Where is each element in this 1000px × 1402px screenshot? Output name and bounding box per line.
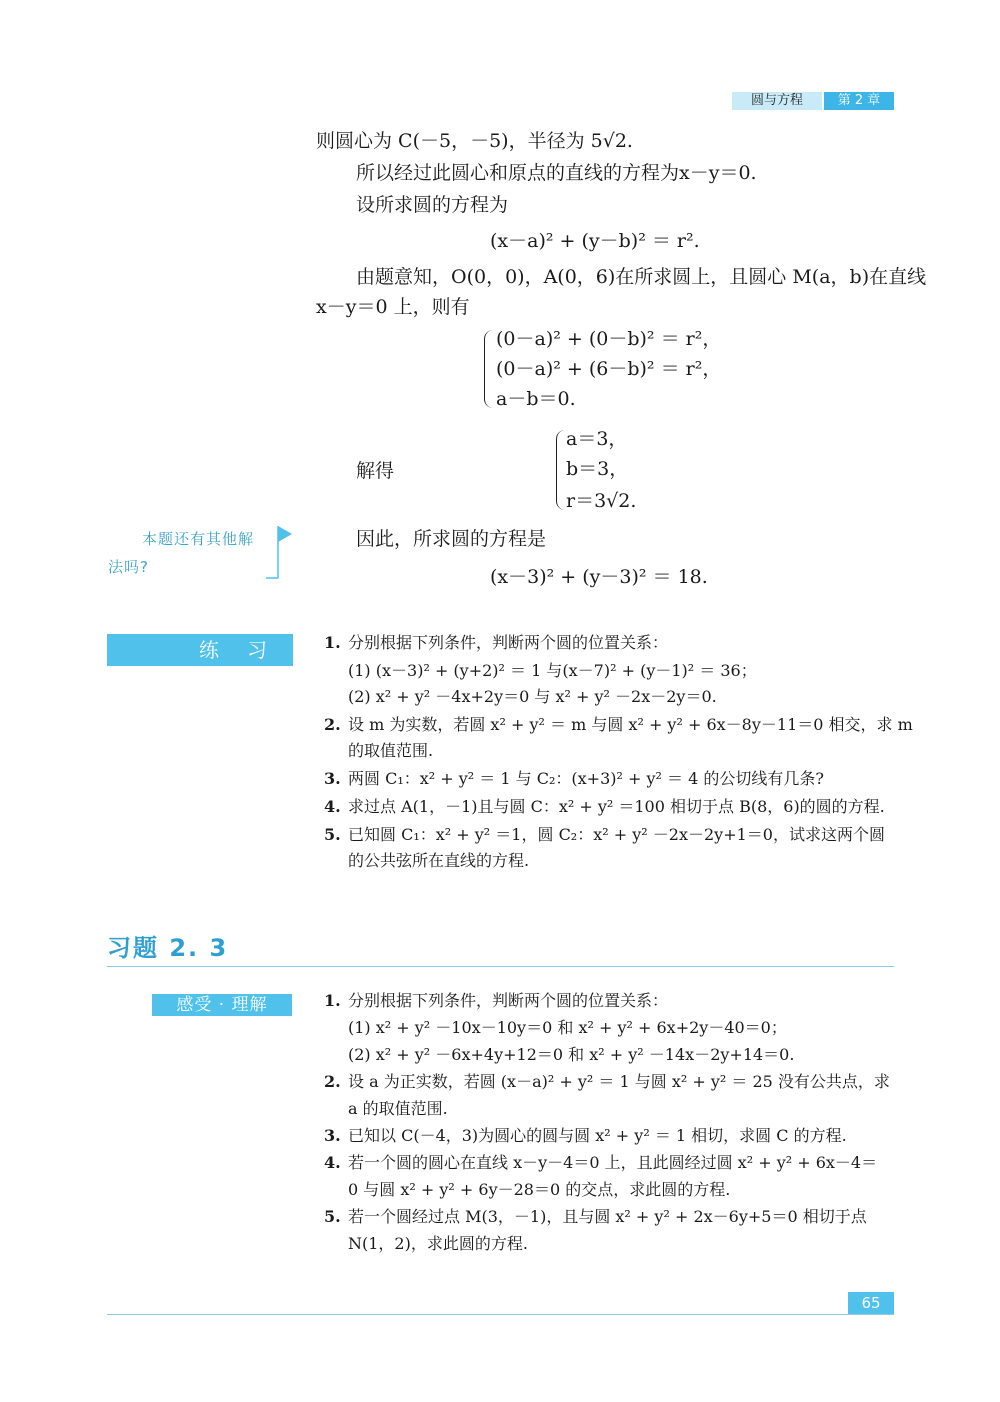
margin-note-line-2: 法吗?	[108, 558, 149, 576]
exercise-item-2-cont: a 的取值范围.	[348, 1099, 448, 1118]
solution-line-2: 所以经过此圆心和原点的直线的方程为x－y＝0.	[356, 162, 757, 184]
solve-label: 解得	[356, 460, 395, 482]
exercise-item-1-sub-1: (1) x² + y² －10x－10y＝0 和 x² + y² + 6x+2y－40＝0；	[348, 1018, 787, 1037]
exercise-item-5-cont: N(1，2)，求此圆的方程.	[348, 1234, 528, 1253]
system1-eq-3: a－b＝0.	[496, 388, 576, 410]
practice-item-1: 1. 分别根据下列条件，判断两个圆的位置关系：	[324, 633, 669, 652]
footer-rule	[107, 1314, 894, 1315]
exercise-item-2: 2. 设 a 为正实数，若圆 (x－a)² + y² ＝ 1 与圆 x² + y² ＝ 25 没有公共点，求	[324, 1072, 890, 1091]
practice-item-1-sub-1: (1) (x－3)² + (y+2)² ＝ 1 与(x－7)² + (y－1)² ＝ 36；	[348, 661, 757, 680]
exercise-item-1-sub-2: (2) x² + y² －6x+4y+12＝0 和 x² + y² －14x－2y+14＝0.	[348, 1045, 795, 1064]
page-number: 65	[848, 1292, 894, 1314]
system2-eq-3: r＝3√2.	[566, 490, 637, 512]
margin-note-flag-icon	[264, 524, 296, 582]
solution-line-5: x－y＝0 上，则有	[316, 296, 470, 318]
header-section-tab: 圆与方程	[732, 92, 822, 110]
practice-label: 练 习	[107, 634, 293, 666]
solution-line-3: 设所求圆的方程为	[356, 194, 509, 216]
practice-item-5-cont: 的公共弦所在直线的方程.	[348, 851, 530, 870]
equation-answer: (x－3)² + (y－3)² ＝ 18.	[490, 566, 708, 588]
system-brace-2	[556, 430, 565, 510]
practice-item-5: 5. 已知圆 C₁：x² + y² ＝1，圆 C₂：x² + y² －2x－2y+1＝0，试求这两个圆	[324, 825, 885, 844]
practice-item-2-cont: 的取值范围.	[348, 741, 434, 760]
equation-general-circle: (x－a)² + (y－b)² ＝ r².	[490, 230, 700, 252]
system1-eq-2: (0－a)² + (6－b)² ＝ r²，	[496, 358, 722, 380]
practice-item-1-sub-2: (2) x² + y² －4x+2y＝0 与 x² + y² －2x－2y＝0.	[348, 687, 717, 706]
solution-line-4: 由题意知，O(0，0)，A(0，6)在所求圆上，且圆心 M(a，b)在直线	[356, 266, 927, 288]
system2-eq-2: b＝3，	[566, 458, 629, 480]
section-divider	[107, 966, 894, 967]
margin-note-line-1: 本题还有其他解	[142, 530, 255, 548]
solution-line-6: 因此，所求圆的方程是	[356, 528, 547, 550]
exercise-item-3: 3. 已知以 C(－4，3)为圆心的圆与圆 x² + y² ＝ 1 相切，求圆 C 的方程.	[324, 1126, 847, 1145]
exercise-item-4: 4. 若一个圆的圆心在直线 x－y－4＝0 上，且此圆经过圆 x² + y² + 6x－4＝	[324, 1153, 878, 1172]
system-brace-1	[484, 330, 493, 408]
system2-eq-1: a＝3，	[566, 428, 628, 450]
practice-item-4: 4. 求过点 A(1，－1)且与圆 C：x² + y² ＝100 相切于点 B(8，6)的圆的方程.	[324, 797, 885, 816]
practice-item-3: 3. 两圆 C₁：x² + y² ＝ 1 与 C₂：(x+3)² + y² ＝ 4 的公切线有几条?	[324, 769, 824, 788]
exercise-item-5: 5. 若一个圆经过点 M(3，－1)，且与圆 x² + y² + 2x－6y+5＝0 相切于点	[324, 1207, 867, 1226]
solution-line-1: 则圆心为 C(－5，－5)，半径为 5√2.	[316, 130, 633, 152]
exercise-category-label: 感受 · 理解	[152, 994, 292, 1016]
exercise-item-1: 1. 分别根据下列条件，判断两个圆的位置关系：	[324, 991, 669, 1010]
exercise-item-4-cont: 0 与圆 x² + y² + 6y－28＝0 的交点，求此圆的方程.	[348, 1180, 731, 1199]
system1-eq-1: (0－a)² + (0－b)² ＝ r²，	[496, 328, 722, 350]
exercise-section-title: 习题 2. 3	[107, 934, 229, 962]
practice-item-2: 2. 设 m 为实数，若圆 x² + y² ＝ m 与圆 x² + y² + 6x－8y－11＝0 相交，求 m	[324, 715, 913, 734]
header-chapter-tab: 第 2 章	[824, 92, 894, 110]
